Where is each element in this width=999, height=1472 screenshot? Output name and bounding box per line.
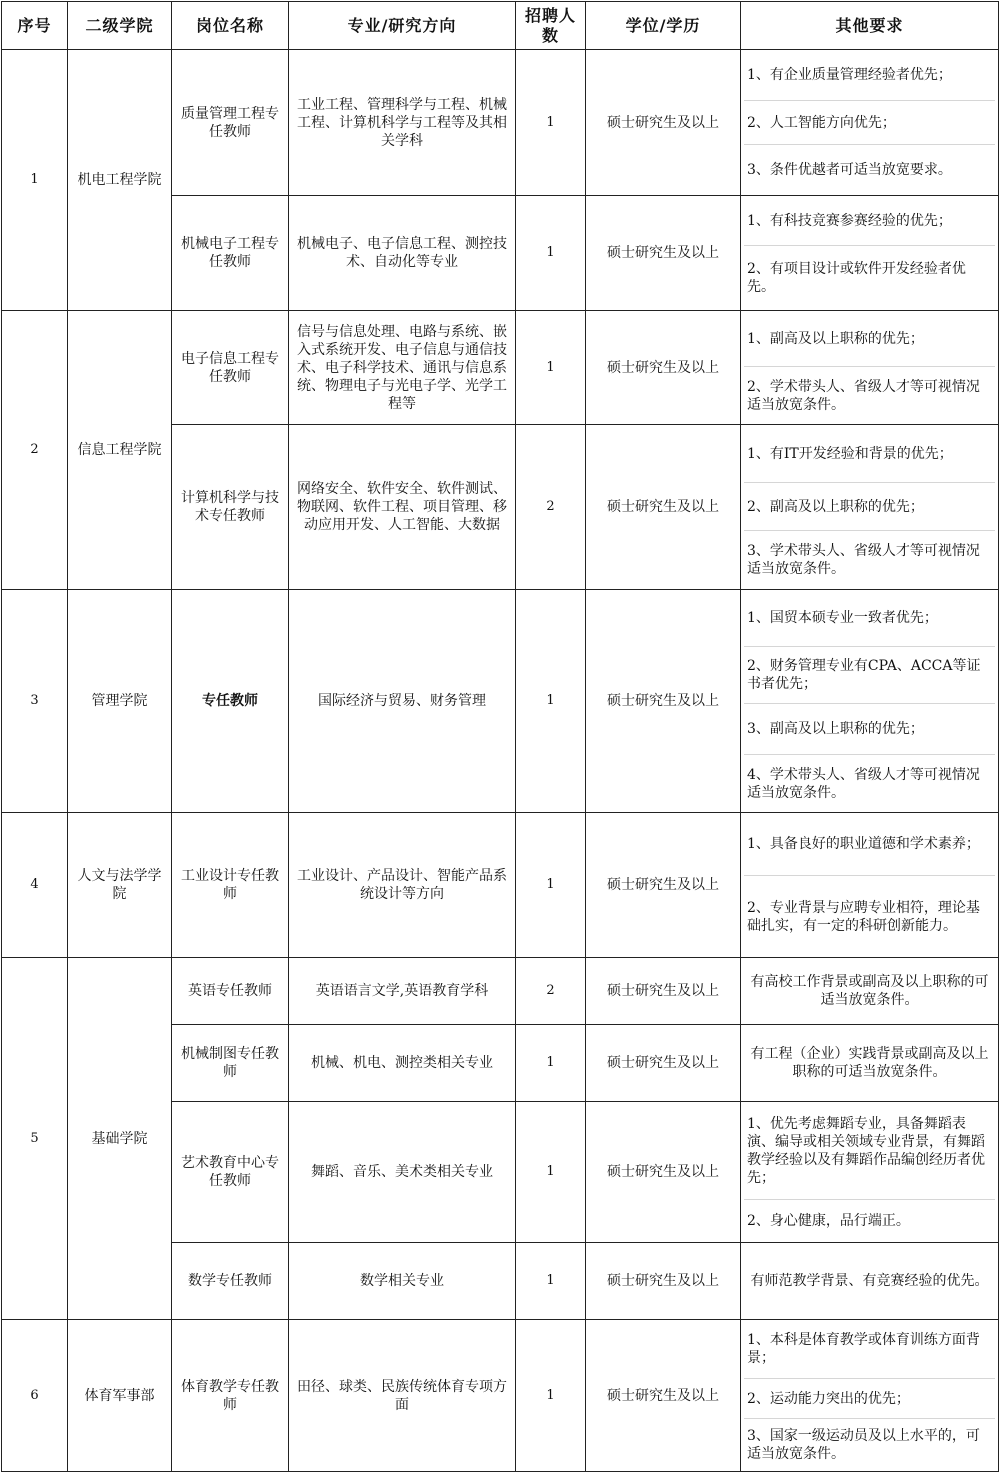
header-degree: 学位/学历 (586, 2, 741, 50)
header-requirements: 其他要求 (741, 2, 999, 50)
header-major: 专业/研究方向 (289, 2, 516, 50)
requirement-item: 2、专业背景与应聘专业相符，理论基础扎实，有一定的科研创新能力。 (747, 899, 980, 934)
requirement-item: 3、学术带头人、省级人才等可视情况适当放宽条件。 (747, 543, 980, 577)
position-name-cell: 体育教学专任教师 (172, 1320, 289, 1472)
major-cell: 数学相关专业 (289, 1243, 516, 1320)
major-cell: 网络安全、软件安全、软件测试、物联网、软件工程、项目管理、移动应用开发、人工智能、大数据 (289, 425, 516, 590)
position-name-cell: 艺术教育中心专任教师 (172, 1102, 289, 1243)
group-no-cell: 2 (2, 311, 68, 590)
requirements-cell: 有高校工作背景或副高及以上职称的可适当放宽条件。 (741, 958, 999, 1025)
college-cell: 管理学院 (68, 590, 172, 813)
college-cell: 基础学院 (68, 958, 172, 1320)
group-no-cell: 6 (2, 1320, 68, 1472)
count-cell: 1 (516, 50, 586, 196)
position-name-cell: 数学专任教师 (172, 1243, 289, 1320)
major-cell: 机械电子、电子信息工程、测控技术、自动化等专业 (289, 196, 516, 311)
requirements-cell (741, 50, 999, 196)
degree-cell: 硕士研究生及以上 (586, 813, 741, 958)
requirements-cell (741, 590, 999, 813)
table-row (2, 590, 999, 813)
header-no: 序号 (2, 2, 68, 50)
major-cell: 工业工程、管理科学与工程、机械工程、计算机科学与工程等及其相关学科 (289, 50, 516, 196)
requirements-cell (741, 311, 999, 425)
major-cell: 信号与信息处理、电路与系统、嵌入式系统开发、电子信息与通信技术、电子科学技术、通讯与信息系统、物理电子与光电子学、光学工程等 (289, 311, 516, 425)
college-cell: 人文与法学学院 (68, 813, 172, 958)
degree-cell: 硕士研究生及以上 (586, 425, 741, 590)
degree-cell: 硕士研究生及以上 (586, 1320, 741, 1472)
requirement-item: 2、学术带头人、省级人才等可视情况适当放宽条件。 (747, 378, 980, 413)
position-name-cell: 工业设计专任教师 (172, 813, 289, 958)
requirement-item: 2、人工智能方向优先； (744, 101, 995, 145)
college-cell: 体育军事部 (68, 1320, 172, 1472)
position-name-cell: 质量管理工程专任教师 (172, 50, 289, 196)
degree-cell: 硕士研究生及以上 (586, 50, 741, 196)
requirement-item: 3、副高及以上职称的优先； (744, 704, 995, 755)
college-cell: 机电工程学院 (68, 50, 172, 311)
requirement-item: 1、具备良好的职业道德和学术素养； (744, 813, 995, 876)
position-name-cell: 英语专任教师 (172, 958, 289, 1025)
table-row (2, 813, 999, 958)
requirement-item: 3、条件优越者可适当放宽要求。 (747, 162, 952, 178)
major-cell: 舞蹈、音乐、美术类相关专业 (289, 1102, 516, 1243)
requirement-item: 2、身心健康，品行端正。 (747, 1213, 910, 1229)
group-no-cell: 5 (2, 958, 68, 1320)
count-cell: 1 (516, 1320, 586, 1472)
position-name-cell: 专任教师 (172, 590, 289, 813)
degree-cell: 硕士研究生及以上 (586, 311, 741, 425)
requirement-item: 1、本科是体育教学或体育训练方面背景； (744, 1320, 995, 1379)
table-row (2, 311, 999, 425)
count-cell: 1 (516, 1243, 586, 1320)
major-cell: 田径、球类、民族传统体育专项方面 (289, 1320, 516, 1472)
requirements-cell (741, 1320, 999, 1472)
major-cell: 机械、机电、测控类相关专业 (289, 1025, 516, 1102)
header-position: 岗位名称 (172, 2, 289, 50)
position-name-cell: 机械电子工程专任教师 (172, 196, 289, 311)
requirement-item: 1、有企业质量管理经验者优先； (744, 50, 995, 101)
degree-cell: 硕士研究生及以上 (586, 1025, 741, 1102)
requirement-item: 1、有科技竞赛参赛经验的优先； (744, 196, 995, 246)
requirements-cell (741, 425, 999, 590)
count-cell: 2 (516, 958, 586, 1025)
major-cell: 英语语言文学,英语教育学科 (289, 958, 516, 1025)
position-name-cell: 机械制图专任教师 (172, 1025, 289, 1102)
degree-cell: 硕士研究生及以上 (586, 1102, 741, 1243)
degree-cell: 硕士研究生及以上 (586, 958, 741, 1025)
header-college: 二级学院 (68, 2, 172, 50)
position-name-cell: 电子信息工程专任教师 (172, 311, 289, 425)
count-cell: 1 (516, 196, 586, 311)
requirement-item: 1、国贸本硕专业一致者优先； (744, 590, 995, 647)
requirement-item: 1、副高及以上职称的优先； (744, 311, 995, 367)
degree-cell: 硕士研究生及以上 (586, 196, 741, 311)
position-name-cell: 计算机科学与技术专任教师 (172, 425, 289, 590)
requirements-cell (741, 813, 999, 958)
major-cell: 工业设计、产品设计、智能产品系统设计等方向 (289, 813, 516, 958)
requirement-item: 4、学术带头人、省级人才等可视情况适当放宽条件。 (747, 766, 980, 801)
requirement-item: 2、有项目设计或软件开发经验者优先。 (747, 261, 966, 295)
group-no-cell: 1 (2, 50, 68, 311)
header-count: 招聘人数 (516, 2, 586, 50)
count-cell: 1 (516, 813, 586, 958)
count-cell: 1 (516, 590, 586, 813)
table-row (2, 50, 999, 196)
count-cell: 1 (516, 311, 586, 425)
college-cell: 信息工程学院 (68, 311, 172, 590)
requirement-item: 1、优先考虑舞蹈专业，具备舞蹈表演、编导或相关领域专业背景，有舞蹈教学经验以及有舞蹈作品编创经历者优先； (744, 1102, 995, 1200)
count-cell: 1 (516, 1102, 586, 1243)
count-cell: 2 (516, 425, 586, 590)
table-row (2, 958, 999, 1025)
requirements-cell: 有工程（企业）实践背景或副高及以上职称的可适当放宽条件。 (741, 1025, 999, 1102)
group-no-cell: 3 (2, 590, 68, 813)
requirements-cell (741, 1102, 999, 1243)
degree-cell: 硕士研究生及以上 (586, 590, 741, 813)
requirements-cell: 有师范教学背景、有竞赛经验的优先。 (741, 1243, 999, 1320)
major-cell: 国际经济与贸易、财务管理 (289, 590, 516, 813)
requirement-item: 2、运动能力突出的优先； (744, 1379, 995, 1419)
requirement-item: 2、副高及以上职称的优先； (744, 483, 995, 531)
requirement-item: 2、财务管理专业有CPA、ACCA等证书者优先； (744, 647, 995, 704)
requirement-item: 3、国家一级运动员及以上水平的，可适当放宽条件。 (747, 1428, 980, 1462)
degree-cell: 硕士研究生及以上 (586, 1243, 741, 1320)
header-row (2, 2, 999, 50)
table-row (2, 1320, 999, 1472)
requirement-item: 1、有IT开发经验和背景的优先； (744, 425, 995, 483)
count-cell: 1 (516, 1025, 586, 1102)
recruitment-table (1, 1, 999, 1472)
group-no-cell: 4 (2, 813, 68, 958)
requirements-cell (741, 196, 999, 311)
